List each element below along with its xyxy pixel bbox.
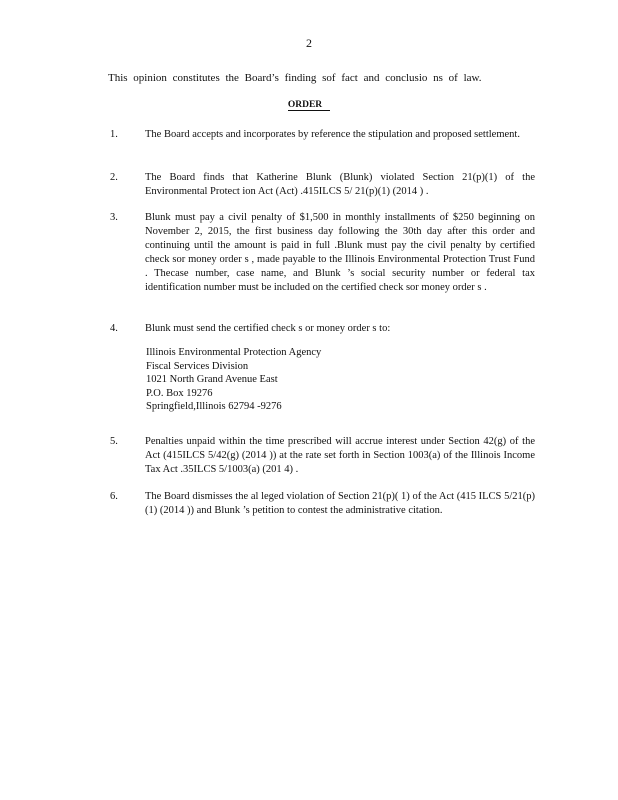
item-number: 3. [110, 212, 118, 223]
item-number: 1. [110, 129, 118, 140]
order-item-5 [110, 435, 540, 477]
order-item-6 [110, 490, 540, 518]
address-line: Illinois Environmental Protection Agency [146, 347, 322, 358]
item-number: 6. [110, 491, 118, 502]
item-text: The Board dismisses the al leged violation of Section 21(p)( 1) of the Act (415 ILCS 5/21(p)(1) (2014 )) and Blunk ’s petition to contest the administrative citation. [145, 491, 535, 516]
order-item-2 [110, 171, 540, 199]
item-text: The Board accepts and incorporates by reference the stipulation and proposed settlement. [145, 129, 520, 140]
item-number: 5. [110, 436, 118, 447]
address-line: P.O. Box 19276 [146, 387, 213, 399]
order-heading [0, 100, 618, 110]
item-number: 2. [110, 172, 118, 183]
order-item-4 [110, 322, 540, 414]
order-item-1 [110, 128, 540, 142]
item-text: Penalties unpaid within the time prescribed will accrue interest under Section 42(g) of the Act (415ILCS 5/42(g) (2014 )) at the rate set forth in Section 1003(a) of the Illinois Income Tax Act .35ILCS 5/1003(a) (201 4) . [145, 436, 535, 475]
order-heading-text: ORDER [288, 100, 330, 111]
order-item-3 [110, 211, 540, 295]
item-number: 4. [110, 323, 118, 334]
address-line: Fiscal Services Division [146, 360, 249, 372]
address-line: 1021 North Grand Avenue East [146, 374, 278, 385]
mailing-address [146, 346, 540, 414]
address-line: Springfield,Illinois 62794 -9276 [146, 401, 282, 412]
intro-paragraph: This opinion constitutes the Board’s finding sof fact and conclusio ns of law. [108, 72, 482, 84]
item-text: Blunk must pay a civil penalty of $1,500 in monthly installments of $250 beginning on November 2, 2015, the first business day following the 30th day after this order and continuing until the amount is paid in full .Blunk must pay the civil penalty by certified check sor money order s , made payable to the Illinois Environmental Protection Trust Fund . Thecase number, case name, and Blunk ’s social security number or federal tax identification number must be included on the certified check sor money order s . [145, 212, 535, 293]
item-text: The Board finds that Katherine Blunk (Blunk) violated Section 21(p)(1) of the Environmental Protect ion Act (Act) .415ILCS 5/ 21(p)(1) (2014 ) . [145, 172, 535, 197]
item-text: Blunk must send the certified check s or money order s to: [145, 323, 391, 334]
page-number: 2 [306, 36, 312, 50]
